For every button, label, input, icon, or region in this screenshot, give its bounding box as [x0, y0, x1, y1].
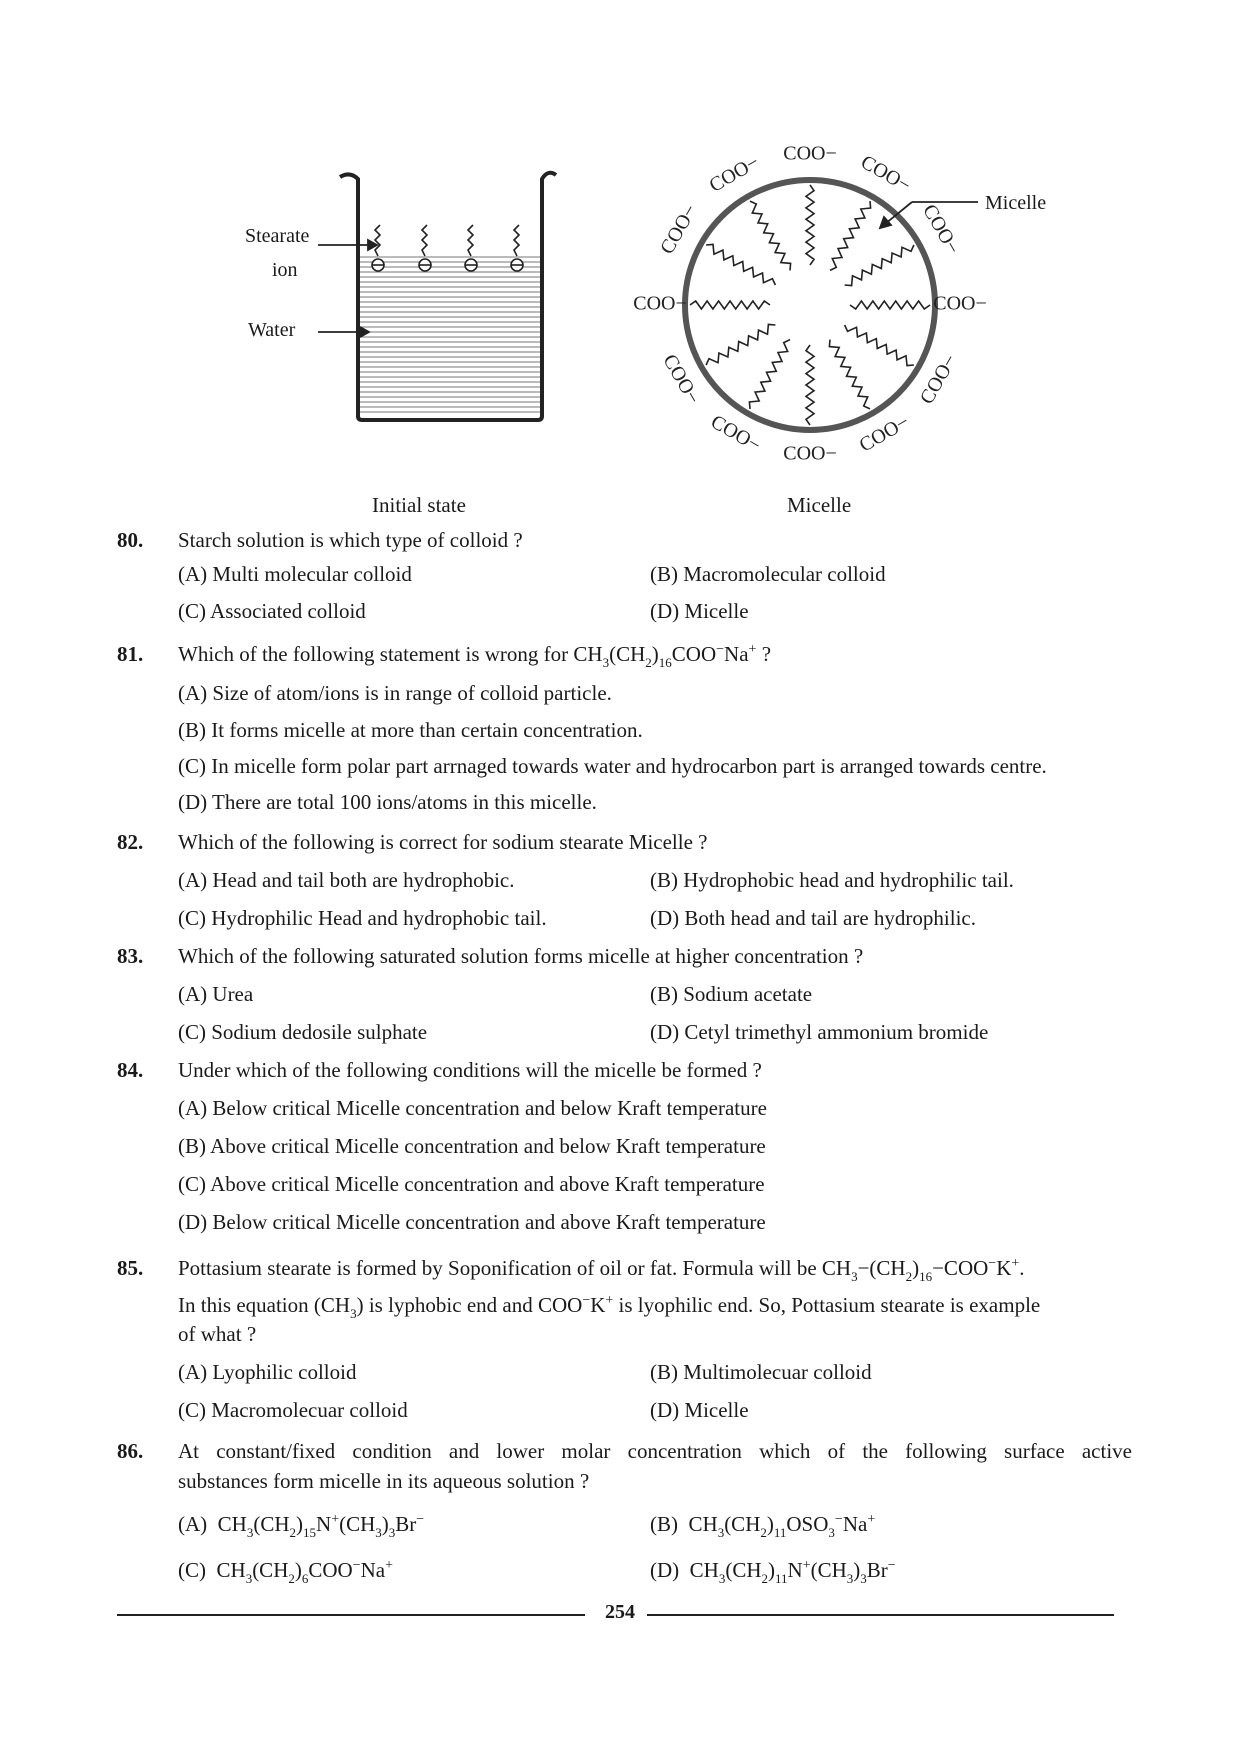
beaker-diagram: [330, 165, 570, 430]
water-label: Water: [248, 319, 296, 341]
question-number: 83.: [117, 944, 144, 968]
micelle-tail: [749, 340, 790, 409]
option-a: (A) Multi molecular colloid: [178, 562, 412, 586]
option-c: (C) Hydrophilic Head and hydrophobic tail.: [178, 906, 547, 930]
micelle-tail: [829, 340, 870, 409]
micelle-tail: [850, 301, 930, 309]
micelle-tail: [750, 201, 791, 270]
option-b: (B) Multimolecuar colloid: [650, 1360, 872, 1384]
stearate-ions: [372, 225, 523, 271]
head-group-label: COO−: [707, 410, 765, 457]
option-a: (A) Size of atom/ions is in range of colloid particle.: [178, 681, 612, 705]
head-group-label: COO−: [918, 200, 965, 258]
option-b: (B) Macromolecular colloid: [650, 562, 886, 586]
option-a: (A) Below critical Micelle concentration and below Kraft temperature: [178, 1096, 767, 1120]
option-b: (B) Hydrophobic head and hydrophilic tail.: [650, 868, 1014, 892]
option-d: (D) Micelle: [650, 599, 749, 623]
option-b: (B) $CH_3(CH_2)_{11}OSO_3^-Na^+$: [650, 1512, 876, 1540]
option-d: (D) $CH_3(CH_2)_{11}N^+(CH_3)_3Br^-$: [650, 1558, 896, 1586]
micelle-tail: [845, 245, 914, 286]
head-group-label: COO−: [705, 150, 763, 197]
option-a: (A) Head and tail both are hydrophobic.: [178, 868, 515, 892]
head-group-label: COO−: [783, 142, 837, 165]
question-number: 86.: [117, 1439, 144, 1463]
stearate-ion-label-line2: ion: [272, 259, 298, 281]
micelle-pointer-label: Micelle: [985, 192, 1047, 214]
micelle-tail: [845, 325, 914, 366]
question-text-line3: of what ?: [178, 1322, 257, 1346]
option-b: (B) It forms micelle at more than certain concentration.: [178, 718, 643, 742]
head-group-label: COO−: [655, 200, 702, 258]
option-c: (C) Associated colloid: [178, 599, 366, 623]
head-group-label: COO−: [633, 292, 687, 315]
page-number: 254: [605, 1601, 635, 1623]
head-group-label: COO−: [658, 350, 705, 408]
beaker-outline: [340, 173, 556, 420]
question-text: Pottasium stearate is formed by Soponification of oil or fat. Formula will be $CH_3-(CH_2)_{16}-COO^-K^+$.: [178, 1256, 1025, 1284]
question-text-line2: In this equation $(CH_3)$ is lyphobic end and COO−K+ is lyophilic end. So, Pottasium stearate is example: [178, 1293, 1041, 1321]
option-c: (C) Macromolecuar colloid: [178, 1398, 408, 1422]
head-group-label: COO−: [857, 150, 915, 197]
option-c: (C) $CH_3(CH_2)_6COO^-Na^+$: [178, 1558, 394, 1586]
micelle-tail: [706, 244, 775, 285]
initial-state-caption: Initial state: [372, 493, 466, 517]
option-d: (D) Below critical Micelle concentration and above Kraft temperature: [178, 1210, 766, 1234]
head-group-label: COO−: [915, 350, 962, 408]
question-number: 84.: [117, 1058, 144, 1082]
water-lines: [358, 257, 542, 412]
question-number: 85.: [117, 1256, 144, 1280]
option-c: (C) Sodium dedosile sulphate: [178, 1020, 428, 1044]
question-text: Which of the following saturated solution forms micelle at higher concentration ?: [178, 944, 864, 968]
question-text: Which of the following statement is wrong for $CH_3(CH_2)_{16}COO^-Na^+$ ?: [178, 642, 772, 670]
question-text: Starch solution is which type of colloid ?: [178, 528, 523, 552]
option-c: (C) In micelle form polar part arrnaged towards water and hydrocarbon part is arranged towards centre.: [178, 754, 1047, 778]
option-a: (A) Lyophilic colloid: [178, 1360, 357, 1384]
footer-rule-left: [117, 1614, 585, 1616]
option-b: (B) Above critical Micelle concentration and below Kraft temperature: [178, 1134, 766, 1158]
micelle-tail: [690, 301, 770, 309]
option-d: (D) Both head and tail are hydrophilic.: [650, 906, 976, 930]
option-a: (A) $CH_3(CH_2)_{15}N^+(CH_3)_3Br^-$: [178, 1512, 425, 1540]
question-text-line2: substances form micelle in its aqueous solution ?: [178, 1469, 590, 1493]
option-d: (D) Cetyl trimethyl ammonium bromide: [650, 1020, 989, 1044]
question-number: 82.: [117, 830, 144, 854]
head-group-label: COO−: [933, 292, 987, 315]
question-text: At constant/fixed condition and lower molar concentration which of the following surface active: [178, 1439, 1132, 1463]
head-group-label: COO−: [783, 442, 837, 465]
micelle-caption: Micelle: [787, 493, 852, 517]
option-d: (D) Micelle: [650, 1398, 749, 1422]
option-b: (B) Sodium acetate: [650, 982, 813, 1006]
hydrocarbon-tails: [690, 185, 930, 425]
question-number: 80.: [117, 528, 144, 552]
option-c: (C) Above critical Micelle concentration and above Kraft temperature: [178, 1172, 765, 1196]
micelle-boundary: [685, 180, 935, 430]
question-text: Which of the following is correct for sodium stearate Micelle ?: [178, 830, 708, 854]
question-number: 81.: [117, 642, 144, 666]
question-text: Under which of the following conditions will the micelle be formed ?: [178, 1058, 762, 1082]
micelle-tail: [806, 345, 814, 425]
micelle-tail: [706, 324, 775, 365]
micelle-tail: [806, 185, 814, 265]
footer-rule-right: [647, 1614, 1114, 1616]
head-group-label: COO−: [855, 410, 913, 457]
option-a: (A) Urea: [178, 982, 254, 1006]
micelle-tail: [830, 201, 871, 270]
option-d: (D) There are total 100 ions/atoms in this micelle.: [178, 790, 597, 814]
stearate-ion-label: Stearate: [245, 225, 310, 247]
